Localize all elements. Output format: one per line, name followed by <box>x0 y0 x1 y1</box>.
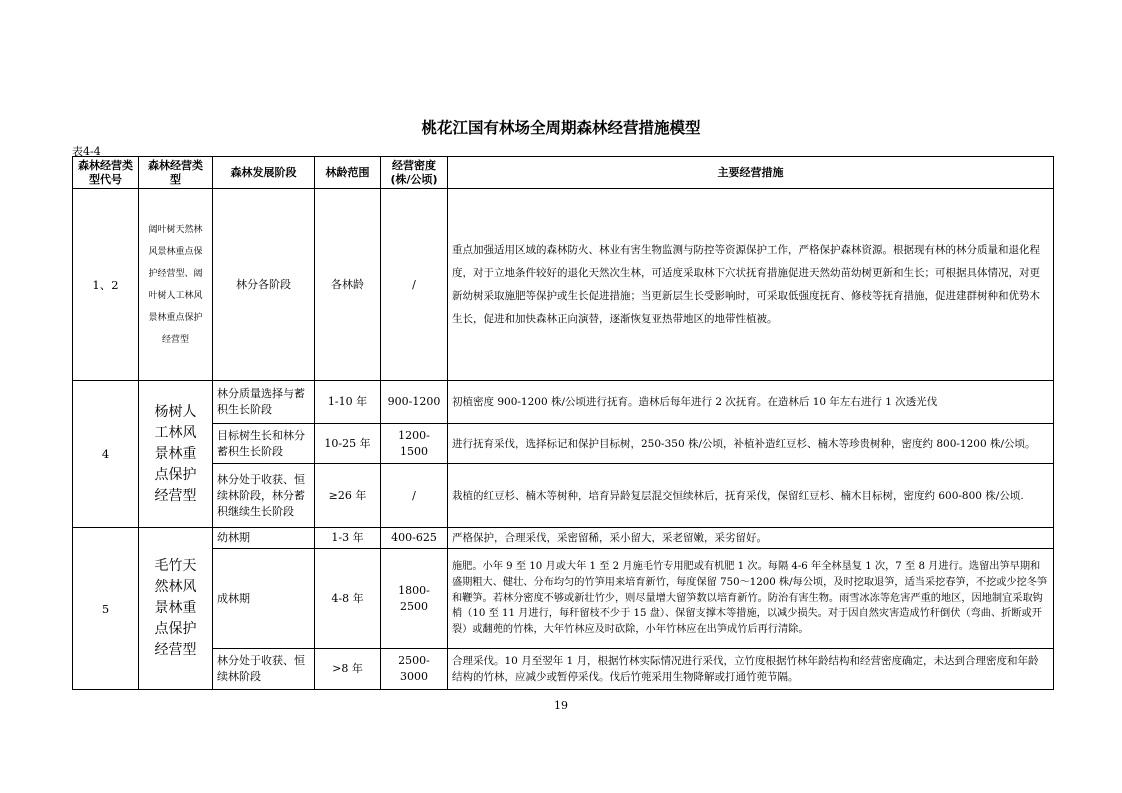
measures-cell: 进行抚育采伐，选择标记和保护目标树，250-350 株/公顷，补植补造红豆杉、楠木等珍贵树种，密度约 800-1200 株/公顷。 <box>448 424 1054 464</box>
header-measures: 主要经营措施 <box>448 157 1054 189</box>
type-name-cell: 阔叶树天然林风景林重点保护经营型、阔叶树人工林风景林重点保护经营型 <box>139 189 213 381</box>
age-cell: ≥26 年 <box>315 464 381 528</box>
table-row <box>73 549 1054 649</box>
table-row <box>73 464 1054 528</box>
stage-cell: 林分处于收获、恒续林阶段 <box>213 649 315 690</box>
stage-cell: 林分处于收获、恒续林阶段，林分蓄积继续生长阶段 <box>213 464 315 528</box>
type-name-cell: 杨树人工林风景林重点保护经营型 <box>139 381 213 528</box>
measures-cell: 严格保护，合理采伐，采密留稀，采小留大，采老留嫩，采劣留好。 <box>448 528 1054 549</box>
type-code-cell: 1、2 <box>73 189 139 381</box>
type-code-cell: 4 <box>73 381 139 528</box>
forest-management-table <box>72 156 1054 690</box>
table-row <box>73 528 1054 549</box>
stage-cell: 幼林期 <box>213 528 315 549</box>
measures-cell: 合理采伐。10 月至翌年 1 月，根据竹林实际情况进行采伐，立竹度根据竹林年龄结构和经营密度确定，未达到合理密度和年龄结构的竹林，应减少或暂停采伐。伐后竹蔸采用生物降解或打通竹蔸节隔。 <box>448 649 1054 690</box>
header-row <box>73 157 1054 189</box>
header-code: 森林经营类型代号 <box>73 157 139 189</box>
header-type: 森林经营类型 <box>139 157 213 189</box>
age-cell: 10-25 年 <box>315 424 381 464</box>
page-title: 桃花江国有林场全周期森林经营措施模型 <box>421 119 701 137</box>
table-number: 表4-4 <box>72 145 101 158</box>
table-row <box>73 424 1054 464</box>
measures-cell: 栽植的红豆杉、楠木等树种，培育异龄复层混交恒续林后，抚育采伐，保留红豆杉、楠木目标树，密度约 600-800 株/公顷. <box>448 464 1054 528</box>
measures-cell: 施肥。小年 9 至 10 月或大年 1 至 2 月施毛竹专用肥或有机肥 1 次。每隔 4-6 年全林垦复 1 次，7 至 8 月进行。选留出笋早期和盛期粗大、健壮、分布均匀的竹笋用来培育新竹，每度保留 750～1200 株/每公顷，及时挖取退笋，适当采挖春笋，不挖或少挖冬笋和鞭笋。若林分密度不够或新壮竹少，则尽量增大留笋数以培育新竹。防治有害生物。雨雪冰冻等危害严重的地区，因地制宜采取钩梢（10 至 11 月进行，每秆留枝不少于 15 盘）、保留支撑木等措施，以减少损失。对于因自然灾害造成竹秆倒伏（弯曲、折断或开裂）或翻蔸的竹株，大年竹林应及时砍除，小年竹林应在出笋成竹后再行清除。 <box>448 549 1054 649</box>
density-cell: 900-1200 <box>381 381 448 424</box>
age-cell: >8 年 <box>315 649 381 690</box>
age-cell: 各林龄 <box>315 189 381 381</box>
header-age: 林龄范围 <box>315 157 381 189</box>
density-cell: 1200-1500 <box>381 424 448 464</box>
type-code-cell: 5 <box>73 528 139 690</box>
density-cell: 400-625 <box>381 528 448 549</box>
table-row <box>73 189 1054 381</box>
density-cell: / <box>381 189 448 381</box>
table-row <box>73 649 1054 690</box>
age-cell: 1-10 年 <box>315 381 381 424</box>
type-name-cell: 毛竹天然林风景林重点保护经营型 <box>139 528 213 690</box>
stage-cell: 林分各阶段 <box>213 189 315 381</box>
measures-cell: 初植密度 900-1200 株/公顷进行抚育。造林后每年进行 2 次抚育。在造林后 10 年左右进行 1 次透光伐 <box>448 381 1054 424</box>
stage-cell: 成林期 <box>213 549 315 649</box>
density-cell: / <box>381 464 448 528</box>
stage-cell: 林分质量选择与蓄积生长阶段 <box>213 381 315 424</box>
measures-cell: 重点加强适用区域的森林防火、林业有害生物监测与防控等资源保护工作，严格保护森林资源。根据现有林的林分质量和退化程度，对于立地条件较好的退化天然次生林，可适度采取林下穴状抚育措施促进天然幼苗幼树更新和生长；可根据具体情况，对更新幼树采取施肥等保护或生长促进措施；当更新层生长受影响时，可采取低强度抚育、修枝等抚育措施，促进建群树种和优势木生长，促进和加快森林正向演替，逐渐恢复亚热带地区的地带性植被。 <box>448 189 1054 381</box>
age-cell: 4-8 年 <box>315 549 381 649</box>
page-number: 19 <box>554 699 568 712</box>
header-stage: 森林发展阶段 <box>213 157 315 189</box>
age-cell: 1-3 年 <box>315 528 381 549</box>
header-density: 经营密度(株/公顷) <box>381 157 448 189</box>
density-cell: 1800-2500 <box>381 549 448 649</box>
table-row <box>73 381 1054 424</box>
stage-cell: 目标树生长和林分蓄积生长阶段 <box>213 424 315 464</box>
density-cell: 2500-3000 <box>381 649 448 690</box>
